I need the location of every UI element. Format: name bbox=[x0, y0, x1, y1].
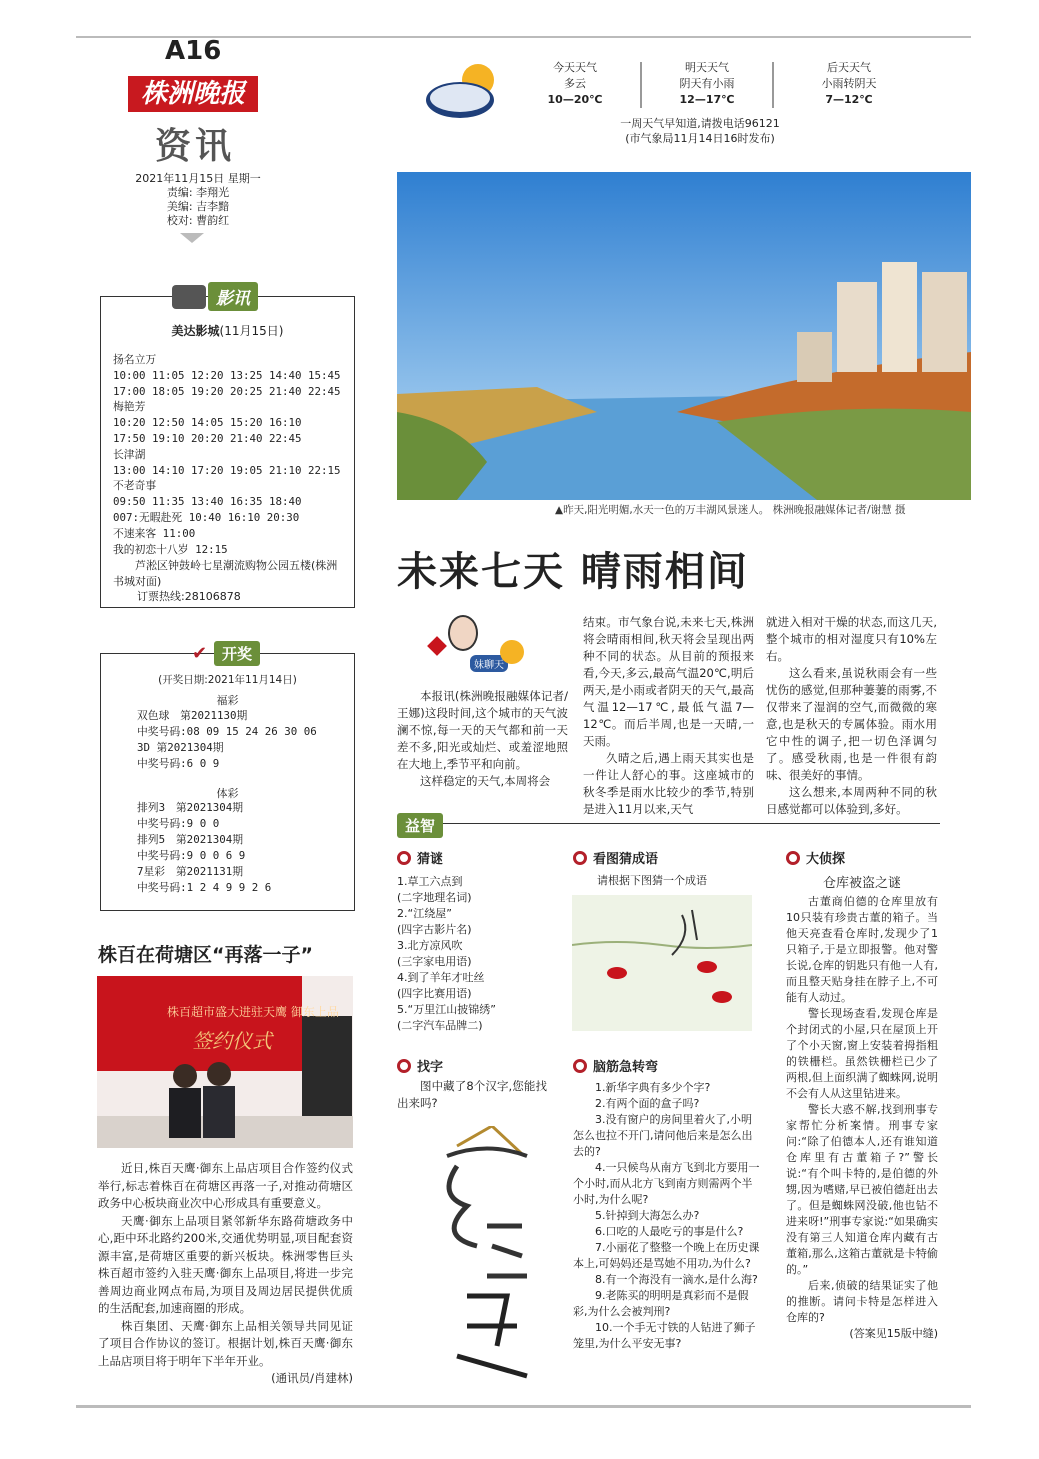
headline: 未来七天 晴雨相间 bbox=[397, 549, 749, 595]
idiom-heading: 看图猜成语 bbox=[573, 848, 658, 867]
sun-icon bbox=[500, 640, 524, 664]
idiom-icon bbox=[573, 851, 587, 865]
cinema-address: 芦淞区钟鼓岭七星潮流购物公园五楼(株洲书城对面) bbox=[113, 559, 338, 588]
weather-forecast bbox=[520, 60, 970, 110]
detective-heading: 大侦探 bbox=[786, 848, 845, 867]
cinema-hotline: 订票热线:28106878 bbox=[137, 590, 241, 603]
story-title: 株百在荷塘区“再落一子” bbox=[98, 944, 313, 966]
showtimes-list: 扬名立万 10:00 11:05 12:20 13:25 14:40 15:45 17:00 18:05 19:20 20:25 21:40 22:45 梅艳芳 10:20 12:50 14:05 15:20 16:10 17:50 19:10 20:20 21:40 22:45 长津湖 13:00 14:10 17:20 19:05 21:10 22:15 不老奇事 09:50 11:35 13:40 16:35 18:40 007:无暇赴死 10:40 16:10 20:30 不速来客 11:00 我的初恋十八岁 12:15 bbox=[113, 353, 341, 556]
lottery-tag: ✔ 开奖 bbox=[192, 641, 260, 666]
find-heading: 找字 bbox=[397, 1056, 443, 1075]
detective-subtitle: 仓库被盗之谜 bbox=[822, 876, 901, 891]
cloud-sun-icon bbox=[420, 58, 510, 122]
masthead-info: 2021年11月15日 星期一 责编: 李翔光 美编: 吉李黯 校对: 曹韵红 bbox=[135, 172, 261, 227]
find-icon bbox=[397, 1059, 411, 1073]
riddle-heading: 猜谜 bbox=[397, 848, 443, 867]
fish-illustration bbox=[572, 895, 752, 1031]
page-number: A16 bbox=[165, 36, 222, 66]
check-icon: ✔ bbox=[192, 642, 208, 664]
weather-day: 后天天气 小雨转阴天 7—12℃ bbox=[821, 61, 877, 106]
weather-note: 一周天气早知道,请拨电话96121 (市气象局11月14日16时发布) bbox=[620, 117, 780, 145]
signing-photo bbox=[97, 976, 353, 1148]
cinema-tag: 影讯 bbox=[172, 282, 258, 311]
detective-story: 古董商伯德的仓库里放有10只装有珍贵古董的箱子。当他天亮查看仓库时,发现少了1只箱子,于是立即报警。他对警长说,仓库的钥匙只有他一人有,而且整天贴身挂在脖子上,不可能有人动过。 警长现场查看,发现仓库是个封闭式的小屋,只在屋顶上开了个小天窗,窗上安装着拇指粗的铁栅栏。虽然铁栅栏已少了两根,但上面织满了蜘蛛网,说明不会有人从这里钻进来。 警长大惑不解,找到刑事专家帮忙分析案情。刑事专家问:“除了伯德本人,还有谁知道仓库里有古董箱子?”警长说:“有个叫卡特的,是伯德的外甥,因为嗜赌,早已被伯德赶出去了。但是蜘蛛网没破,他也钻不进来呀!”刑事专家说:“如果确实没有第三人知道仓库内藏有古董箱,那么,这箱古董就是卡特偷的。” 后来,侦破的结果证实了他的推断。请问卡特是怎样进入仓库的? (答案见15版中缝) bbox=[786, 895, 938, 1340]
hidden-characters-illustration bbox=[397, 1126, 545, 1386]
newspaper-logo: 株洲晚报 bbox=[128, 76, 258, 112]
ticai-results: 排列3 第2021304期 中奖号码:9 0 0 排列5 第2021304期 中奖号码:9 0 0 6 9 7星彩 第2021131期 中奖号码:1 2 4 9 9 2 6 bbox=[137, 801, 272, 894]
film-camera-icon bbox=[172, 285, 206, 309]
ticai-title: 体彩 bbox=[216, 787, 239, 800]
fucai-results: 双色球 第2021130期 中奖号码:08 09 15 24 26 30 06 3D 第2021304期 中奖号码:6 0 9 bbox=[137, 709, 317, 770]
find-text: 图中藏了8个汉字,您能找出来吗? bbox=[397, 1079, 547, 1110]
brain-icon bbox=[573, 1059, 587, 1073]
riddle-icon bbox=[397, 851, 411, 865]
article-col-3: 就进入相对干燥的状态,而这几天,整个城市的相对湿度只有10%左右。 这么看来,虽说秋雨会有一些忧伤的感觉,但那种萋萋的雨雾,不仅带来了湿润的空气,而微微的寒意,也是秋天的专属体验。雨水用它中性的调子,把一切色泽调匀了。感受秋雨,也是一件很有韵味、很美好的事情。 这么想来,本周两种不同的秋日感觉都可以体验到,多好。 bbox=[766, 615, 937, 816]
weather-day: 今天天气 多云 10—20℃ bbox=[547, 61, 603, 106]
avatar bbox=[448, 615, 478, 651]
cinema-title: 美达影城(11月15日) bbox=[171, 324, 284, 338]
heart-icon bbox=[427, 636, 447, 656]
photo-sign-text: 签约仪式 bbox=[192, 1029, 272, 1053]
lottery-date: (开奖日期:2021年11月14日) bbox=[158, 674, 297, 686]
lake-photo bbox=[397, 172, 971, 500]
article-col-2: 结束。市气象台说,未来七天,株洲将会晴雨相间,秋天将会呈现出两种不同的状态。从目前的预报来看,今天,多云,最高气温20℃,明后两天,是小雨或者阴天的天气,最高气温12—17℃,最低气温7—12℃。而后半周,也是一天晴,一天雨。 久晴之后,遇上雨天其实也是一件让人舒心的事。这座城市的秋冬季是雨水比较少的季节,特别是进入11月以来,天气 bbox=[583, 615, 754, 816]
idiom-text: 请根据下图猜一个成语 bbox=[597, 874, 707, 887]
puzzle-section-badge: 益智 bbox=[397, 813, 443, 838]
columnist-badge: 妹聊天 bbox=[420, 615, 530, 680]
weather-day: 明天天气 阴天有小雨 12—17℃ bbox=[679, 61, 735, 106]
chevron-down-icon bbox=[180, 233, 204, 245]
brain-teasers: 1.新华字典有多少个字? 2.有两个面的盒子吗? 3.没有窗户的房间里着火了,小明怎么也拉不开门,请问他后来是怎么出去的? 4.一只候鸟从南方飞到北方要用一个小时,而从北方飞到南方则需两个半小时,为什么呢? 5.针掉到大海怎么办? 6.口吃的人最吃亏的事是什么? 7.小丽花了整整一个晚上在历史课本上,可妈妈还是骂她不用功,为什么? 8.有一个海没有一滴水,是什么海? 9.老陈买的明明是真彩而不是假彩,为什么会被判刑? 10.一个手无寸铁的人钻进了狮子笼里,为什么平安无事? bbox=[573, 1081, 760, 1350]
riddle-list: 1.草工六点到 (二字地理名词) 2.“江绕屋” (四字古影片名) 3.北方凉风吹 (三字家电用语) 4.到了羊年才吐丝 (四字比赛用语) 5.“万里江山披锦绣” (二字汽车品牌二) bbox=[397, 875, 496, 1032]
article-col-1: 本报讯(株洲晚报融媒体记者/王娜)这段时间,这个城市的天气波澜不惊,每一天的天气都和前一天差不多,阳光或灿烂、或羞涩地照在大地上,季节平和向前。 这样稳定的天气,本周将会 bbox=[397, 689, 568, 788]
story-body: 近日,株百天鹰·御东上品店项目合作签约仪式举行,标志着株百在荷塘区再落一子,对推动荷塘区政务中心板块商业次中心形成具有重要意义。 天鹰·御东上品项目紧邻新华东路荷塘政务中心,距中环北路约200米,交通优势明显,项目配套资源丰富,是荷塘区重要的新兴板块。株洲零售巨头株百超市签约入驻天鹰·御东上品项目,将进一步完善周边商业网点布局,为项目及周边居民提供优质的生活配套,加速商圈的形成。 株百集团、天鹰·御东上品相关领导共同见证了项目合作协议的签订。根据计划,株百天鹰·御东上品店项目将于明年下半年开业。 (通讯员/肖建林) bbox=[98, 1161, 353, 1385]
brain-heading: 脑筋急转弯 bbox=[573, 1056, 658, 1075]
detective-icon bbox=[786, 851, 800, 865]
photo-banner-text: 株百超市盛大进驻天鹰 御东上品 bbox=[167, 1005, 339, 1019]
section-title: 资讯 bbox=[155, 125, 236, 167]
photo-caption: ▲昨天,阳光明媚,水天一色的万丰湖风景迷人。 株洲晚报融媒体记者/谢慧 摄 bbox=[555, 504, 906, 516]
fucai-title: 福彩 bbox=[216, 694, 239, 707]
